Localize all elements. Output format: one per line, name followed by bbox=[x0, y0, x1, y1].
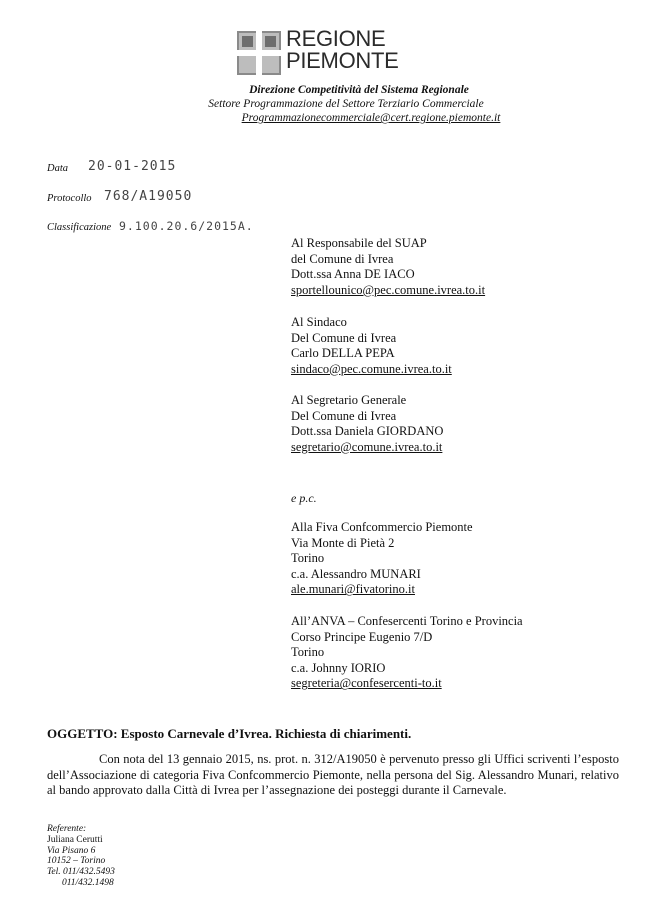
referent-city: 10152 – Torino bbox=[47, 856, 106, 867]
recipient-line: Al Segretario Generale bbox=[291, 393, 407, 407]
referent-street: Via Pisano 6 bbox=[47, 845, 96, 856]
subject-line: OGGETTO: Esposto Carnevale d’Ivrea. Richiesta di chiarimenti. bbox=[47, 726, 412, 741]
recipient-line: del Comune di Ivrea bbox=[291, 251, 394, 266]
recipient-email[interactable]: sportellounico@pec.comune.ivrea.to.it bbox=[291, 282, 486, 297]
cc-label: e p.c. bbox=[291, 491, 317, 505]
recipient-line: Dott.ssa Daniela GIORDANO bbox=[291, 424, 444, 439]
logo-line-1: REGIONE bbox=[286, 26, 386, 51]
body-paragraph: Con nota del 13 gennaio 2015, ns. prot. n. 312/A19050 è pervenuto presso gli Uffici scriventi l’esposto dell’Associazione di categoria Fiva Confcommercio Piemonte, nella persona del Sig. Alessandro Munari, relativo al bando approvato dalla Città di Ivrea per l’assegnazione dei posteggi durante il Carnevale. bbox=[47, 752, 619, 798]
date-label: Data bbox=[47, 163, 68, 174]
department-name: Direzione Competitività del Sistema Regionale bbox=[249, 84, 469, 96]
cc-block bbox=[291, 614, 523, 692]
referent-tel-1: Tel. 011/432.5493 bbox=[47, 867, 115, 878]
cc-line: Via Monte di Pietà 2 bbox=[291, 535, 395, 550]
cc-line: Torino bbox=[291, 645, 325, 660]
recipient-block bbox=[291, 236, 485, 298]
cc-block bbox=[291, 520, 473, 598]
sector-name: Settore Programmazione del Settore Terziario Commerciale bbox=[208, 98, 484, 110]
recipient-block bbox=[291, 393, 443, 455]
referent-block bbox=[47, 824, 115, 889]
recipient-line: Del Comune di Ivrea bbox=[291, 330, 397, 345]
recipient-line: Al Sindaco bbox=[291, 315, 347, 329]
cc-line: Torino bbox=[291, 551, 325, 566]
recipient-email[interactable]: segretario@comune.ivrea.to.it bbox=[291, 439, 443, 454]
recipient-block bbox=[291, 315, 452, 377]
referent-label: Referente: bbox=[47, 824, 87, 834]
classification-label: Classificazione bbox=[47, 222, 112, 233]
recipient-line: Dott.ssa Anna DE IACO bbox=[291, 267, 415, 282]
cc-line: c.a. Johnny IORIO bbox=[291, 660, 386, 675]
referent-tel-2: 011/432.1498 bbox=[62, 877, 114, 888]
referent-name: Juliana Cerutti bbox=[47, 834, 103, 845]
cc-email[interactable]: ale.munari@fivatorino.it bbox=[291, 582, 415, 597]
protocol-value: 768/A19050 bbox=[104, 189, 193, 204]
cc-line: c.a. Alessandro MUNARI bbox=[291, 566, 421, 581]
logo-line-2: PIEMONTE bbox=[286, 48, 399, 73]
cc-line: Alla Fiva Confcommercio Piemonte bbox=[291, 520, 473, 534]
cc-line: All’ANVA – Confesercenti Torino e Provincia bbox=[291, 614, 523, 628]
recipient-line: Al Responsabile del SUAP bbox=[291, 236, 427, 250]
date-value: 20-01-2015 bbox=[88, 159, 177, 174]
recipient-email[interactable]: sindaco@pec.comune.ivrea.to.it bbox=[291, 361, 452, 376]
recipient-line: Del Comune di Ivrea bbox=[291, 408, 397, 423]
cc-email[interactable]: segreteria@confesercenti-to.it bbox=[291, 676, 442, 691]
classification-value: 9.100.20.6/2015A. bbox=[119, 219, 254, 233]
sector-email[interactable]: Programmazionecommerciale@cert.regione.piemonte.it bbox=[241, 112, 501, 124]
regione-piemonte-logo-icon bbox=[237, 31, 281, 75]
cc-line: Corso Principe Eugenio 7/D bbox=[291, 629, 433, 644]
logo-wordmark bbox=[286, 28, 399, 72]
recipient-line: Carlo DELLA PEPA bbox=[291, 346, 395, 361]
protocol-label: Protocollo bbox=[47, 193, 92, 204]
